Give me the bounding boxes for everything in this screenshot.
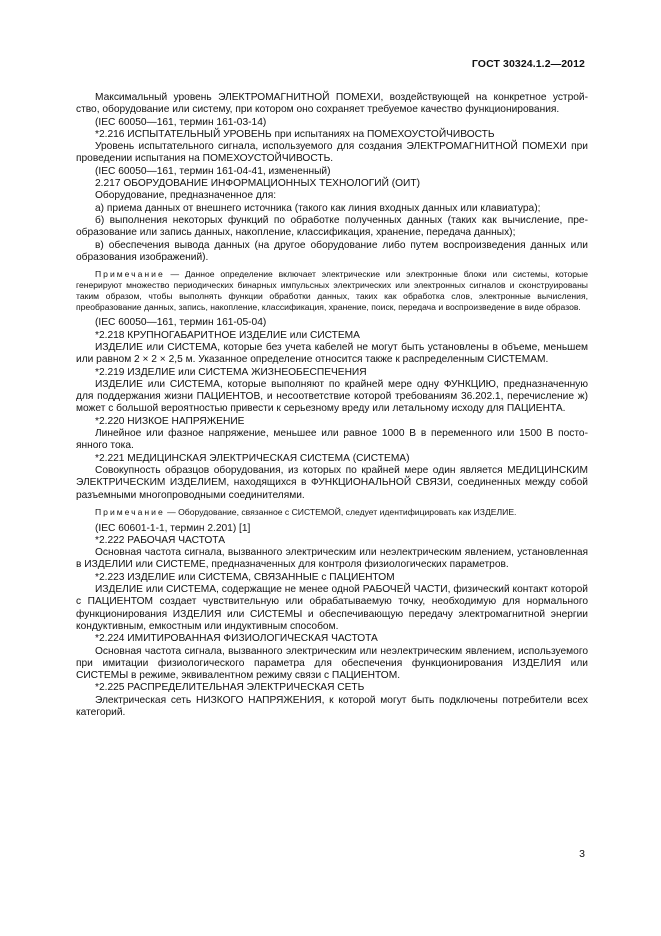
document-body	[76, 92, 588, 719]
term-heading: *2.222 РАБОЧАЯ ЧАСТОТА	[95, 534, 225, 546]
paragraph: Электрическая сеть НИЗКОГО НАПРЯЖЕНИЯ, к которой могут быть подключены потребители всех категорий.	[76, 694, 588, 719]
term-heading: *2.224 ИМИТИРОВАННАЯ ФИЗИОЛОГИЧЕСКАЯ ЧАСТОТА	[95, 633, 378, 645]
paragraph: ИЗДЕЛИЕ или СИСТЕМА, которые без учета кабелей не могут быть установлены в объеме, меньшем или равном 2 × 2 × 2,5 м. Указанное определение относится также к распределенным СИСТЕМАМ.	[76, 341, 588, 366]
page-header: ГОСТ 30324.1.2—2012	[471, 58, 585, 70]
note: Примечание — Оборудование, связанное с СИСТЕМОЙ, следует идентифицировать как ИЗДЕЛИЕ.	[95, 506, 517, 517]
page-number: 3	[579, 848, 585, 860]
term-heading: *2.221 МЕДИЦИНСКАЯ ЭЛЕКТРИЧЕСКАЯ СИСТЕМА (СИСТЕМА)	[95, 452, 410, 464]
paragraph: Максимальный уровень ЭЛЕКТРОМАГНИТНОЙ ПОМЕХИ, воздействующей на конкретное устрой- ство, оборудование или систему, при котором оно сохраняет требуемое качество функционирования.	[76, 92, 588, 116]
reference: (IEC 60050—161, термин 161-05-04)	[95, 317, 267, 329]
paragraph: ИЗДЕЛИЕ или СИСТЕМА, которые выполняют по крайней мере одну ФУНКЦИЮ, предназначенную для поддержания жизни ПАЦИЕНТОВ, и несоответствие которой требованиям 36.202.1, перечисление ж) может с большой вероятностью привести к серьезному вреду или летальному исходу для ПАЦИЕНТА.	[76, 378, 588, 415]
list-item: в) обеспечения вывода данных (на другое оборудование либо путем воспроизведения данных или образования изображений).	[76, 239, 588, 263]
list-item: б) выполнения некоторых функций по обработке полученных данных (таких как вычисление, пре-образование или запись данных, накопление, классификация, хранение, передача данных);	[76, 214, 588, 239]
reference: (IEC 60601-1-1, термин 2.201) [1]	[95, 522, 251, 534]
term-heading: *2.225 РАСПРЕДЕЛИТЕЛЬНАЯ ЭЛЕКТРИЧЕСКАЯ СЕТЬ	[95, 682, 365, 694]
note: Примечание — Данное определение включает электрические или электронные блоки или системы, которые генерируют множество периодических бинарных импульсных электрических или электронных сигналов и сконструированы таким образом, чтобы выполнять функции обработки данных, таких как обработка слов, электронные вычисления, преобразование данных, запись, накопление, классификация, хранение, поиск, передача и воспроизведение в виде образов.	[76, 269, 588, 312]
paragraph: Основная частота сигнала, вызванного электрическим или неэлектрическим явлением, используемого при имитации физиологического параметра для обеспечения функционирования ИЗДЕЛИЯ или СИСТЕМЫ в режиме, эквивалентном режиму связи с ПАЦИЕНТОМ.	[76, 645, 588, 682]
paragraph: ИЗДЕЛИЕ или СИСТЕМА, содержащие не менее одной РАБОЧЕЙ ЧАСТИ, физический контакт которой с ПАЦИЕНТОМ создает чувствительную или обрабатываемую точку, необходимую для нормального функционирования ИЗДЕЛИЯ или СИСТЕМЫ и обеспечивающую передачу электромагнитной энергии кондуктивным, емкостным или индуктивным способом.	[76, 584, 588, 632]
term-heading: *2.216 ИСПЫТАТЕЛЬНЫЙ УРОВЕНЬ при испытаниях на ПОМЕХОУСТОЙЧИВОСТЬ	[95, 128, 495, 140]
paragraph: Совокупность образцов оборудования, из которых по крайней мере один является МЕДИЦИНСКИМ ЭЛЕКТРИЧЕСКИМ ИЗДЕЛИЕМ, находящихся в ФУНКЦИОНАЛЬНОЙ СВЯЗИ, соединенных между собой разъемными многопроводными соединителями.	[76, 464, 588, 501]
paragraph: Уровень испытательного сигнала, используемого для создания ЭЛЕКТРОМАГНИТНОЙ ПОМЕХИ при проведении испытания на ПОМЕХОУСТОЙЧИВОСТЬ.	[76, 141, 588, 165]
term-heading: *2.219 ИЗДЕЛИЕ или СИСТЕМА ЖИЗНЕОБЕСПЕЧЕНИЯ	[95, 366, 367, 378]
list-item: а) приема данных от внешнего источника (такого как линия входных данных или клавиатура);	[95, 202, 541, 214]
reference: (IEC 60050—161, термин 161-03-14)	[95, 116, 267, 128]
paragraph: Основная частота сигнала, вызванного электрическим или неэлектрическим явлением, установленная в ИЗДЕЛИИ или СИСТЕМЕ, предназначенных для контроля физиологических параметров.	[76, 547, 588, 571]
reference: (IEC 60050—161, термин 161-04-41, измененный)	[95, 165, 331, 177]
term-heading: *2.220 НИЗКОЕ НАПРЯЖЕНИЕ	[95, 415, 245, 427]
term-heading: *2.218 КРУПНОГАБАРИТНОЕ ИЗДЕЛИЕ или СИСТЕМА	[95, 329, 360, 341]
paragraph: Оборудование, предназначенное для:	[95, 190, 277, 202]
term-heading: 2.217 ОБОРУДОВАНИЕ ИНФОРМАЦИОННЫХ ТЕХНОЛОГИЙ (ОИТ)	[95, 178, 420, 190]
paragraph: Линейное или фазное напряжение, меньшее или равное 1000 В в переменного или 1500 В постоянного тока.	[76, 428, 588, 452]
term-heading: *2.223 ИЗДЕЛИЕ или СИСТЕМА, СВЯЗАННЫЕ с ПАЦИЕНТОМ	[95, 571, 395, 583]
